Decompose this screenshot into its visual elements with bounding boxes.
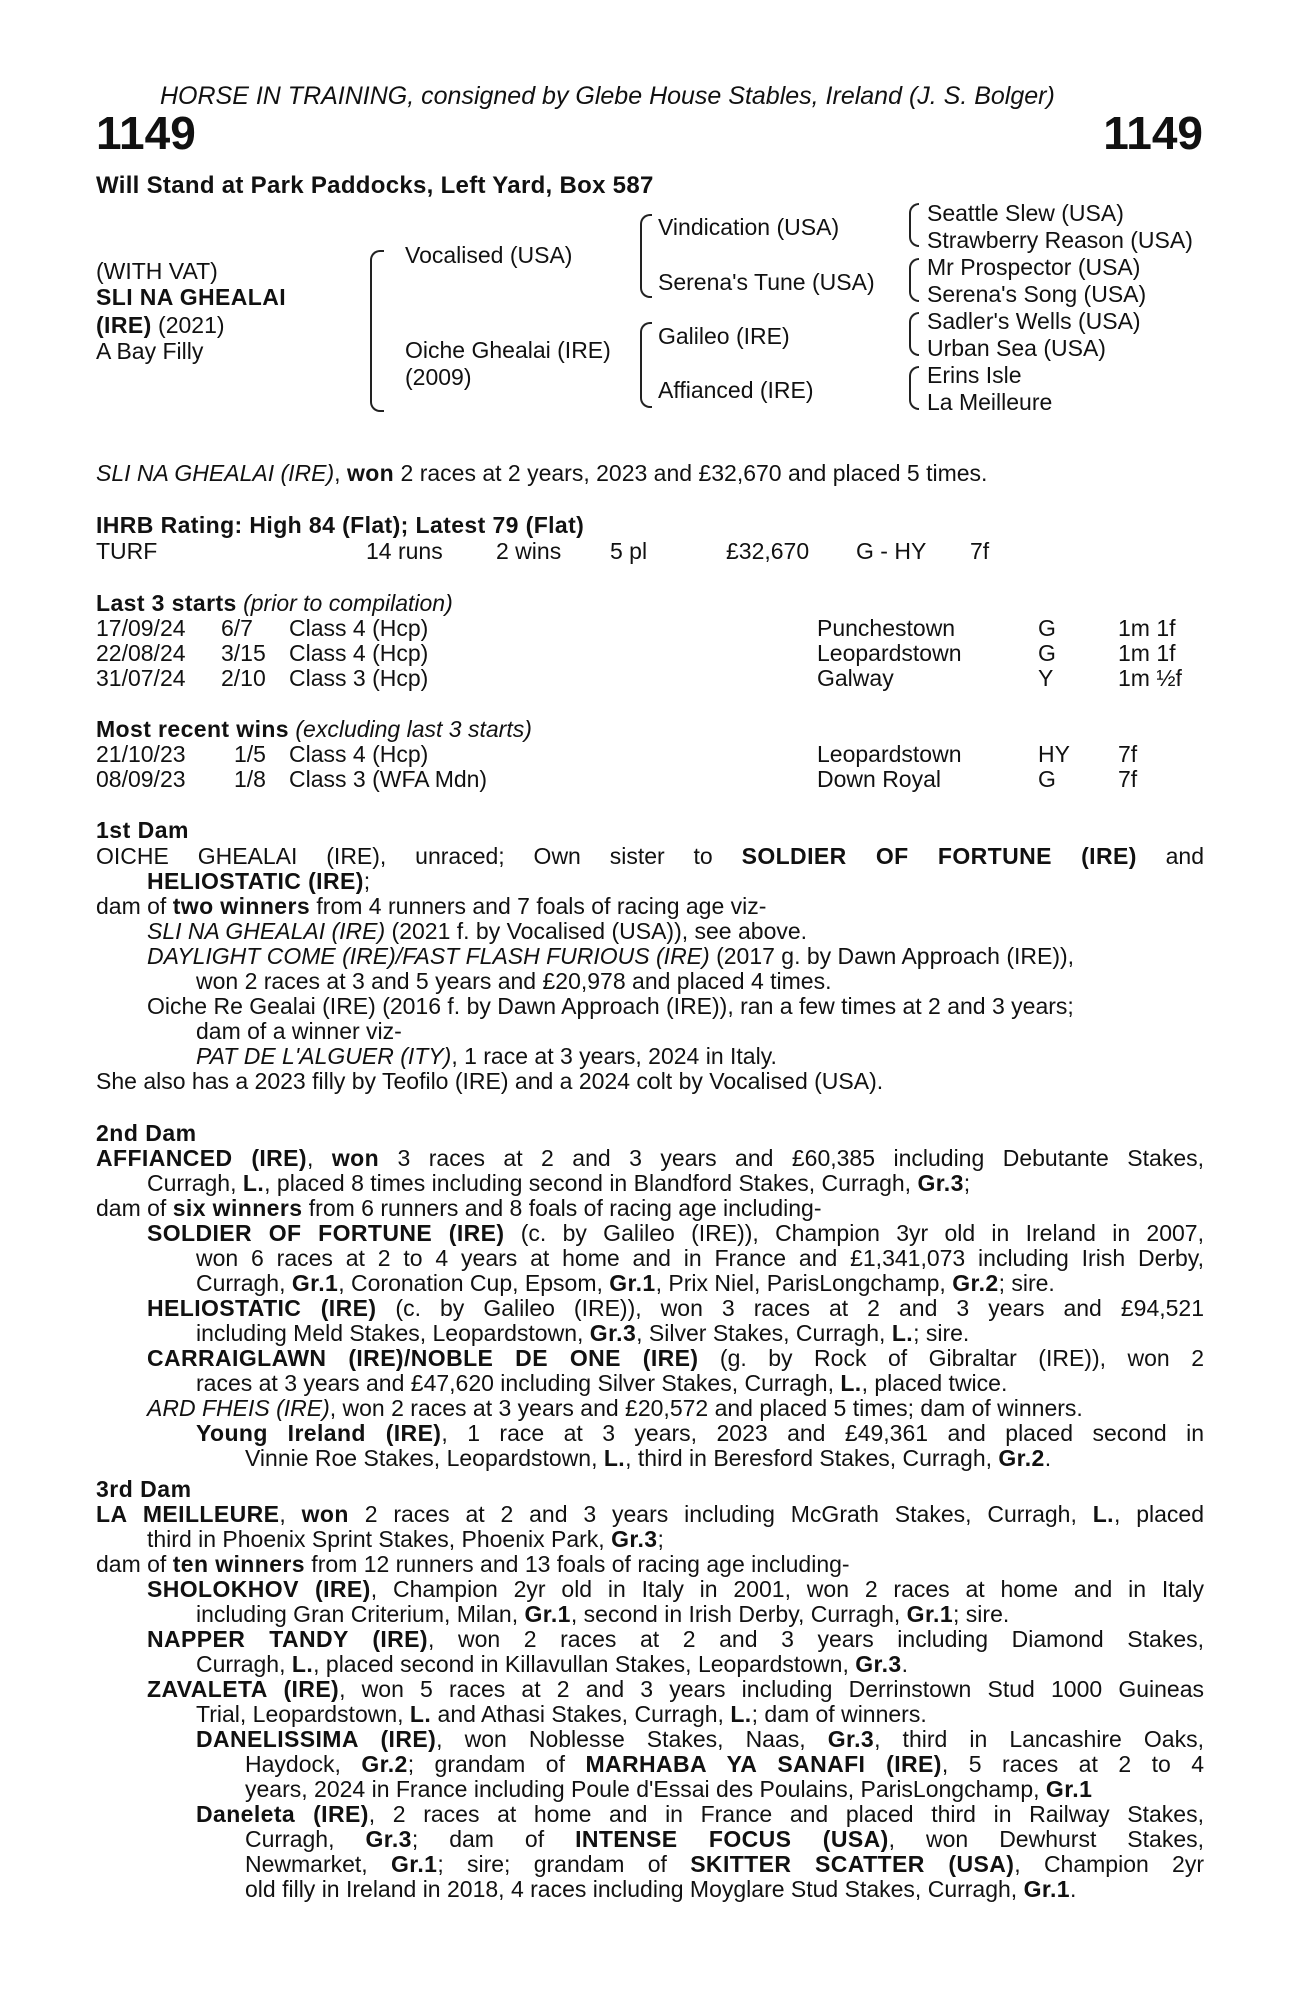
horse-country-year [96,312,225,339]
start-position: 2/10 [221,665,266,691]
table-row [96,640,1196,666]
sire-name: Vocalised (USA) [405,242,573,268]
third-dam-line [245,1826,1204,1853]
third-dam-line [196,1701,927,1728]
grade: Gr.3 [611,1526,658,1552]
text: (g. by Rock of Gibraltar (IRE)), won 2 [698,1345,1204,1371]
first-dam-line [147,918,807,945]
rating-placed: 5 pl [610,538,648,564]
grade: L. [603,1445,626,1471]
horse-ref: AFFIANCED (IRE) [96,1145,307,1171]
pedigree-brace-main [370,250,384,412]
first-dam-line [196,1043,777,1070]
third-dam-line [196,1601,1009,1628]
sire-sire: Vindication (USA) [658,214,840,240]
pedigree-brace-g3-1 [909,203,919,247]
win-distance: 7f [1118,741,1138,767]
third-dam-line [245,1751,1204,1778]
second-dam-line [147,1170,970,1197]
text: from 4 runners and 7 foals of racing age viz- [310,893,767,919]
win-position: 1/5 [234,741,266,767]
text: Curragh, [196,1270,292,1296]
text: OICHE GHEALAI (IRE), unraced; Own sister to [96,843,742,869]
first-dam-line: dam of a winner viz- [196,1018,402,1044]
text: from 6 runners and 8 foals of racing age including- [302,1195,822,1221]
text: dam of [96,893,173,919]
text: and Athasi Stakes, Curragh, [431,1701,731,1727]
horse-ref: DAYLIGHT COME (IRE)/FAST FLASH FURIOUS (IRE) [147,943,710,969]
gen3-entry: Sadler's Wells (USA) [927,308,1141,334]
rating-heading: IHRB Rating: High 84 (Flat); Latest 79 (Flat) [96,512,585,538]
racing-summary: SLI NA GHEALAI (IRE), won 2 races at 2 years, 2023 and £32,670 and placed 5 times. [96,460,988,486]
text: from 12 runners and 13 foals of racing age including- [304,1551,850,1577]
horse-ref: HELIOSTATIC (IRE) [147,868,364,894]
grade: Gr.3 [855,1651,902,1677]
third-dam-line [147,1626,1204,1653]
sire-dam: Serena's Tune (USA) [658,269,875,295]
gen3-entry: Seattle Slew (USA) [927,200,1124,226]
horse-name: SLI NA GHEALAI [96,284,287,310]
start-distance: 1m 1f [1118,640,1176,666]
grade: Gr.1 [609,1270,656,1296]
text: third in Phoenix Sprint Stakes, Phoenix Park, [147,1526,612,1552]
horse-ref: SKITTER SCATTER (USA) [690,1851,1015,1877]
grade: L. [1092,1501,1114,1527]
rating-runs: 14 runs [366,538,443,564]
text: won [301,1501,349,1527]
win-date: 21/10/23 [96,741,186,767]
second-dam-heading: 2nd Dam [96,1120,197,1146]
second-dam-line: won 6 races at 2 to 4 years at home and in France and £1,341,073 including Irish Derby, [196,1245,1204,1271]
text: (2021 f. by Vocalised (USA)), see above. [385,918,808,944]
text: Trial, Leopardstown, [196,1701,410,1727]
start-date: 17/09/24 [96,615,186,641]
grade: Gr.2 [361,1751,408,1777]
rating-surface: TURF [96,538,158,564]
rating-distance: 7f [970,538,990,564]
text: , [279,1501,302,1527]
summary-text: 2 races at 2 years, 2023 and £32,670 and placed 5 times. [394,460,988,486]
second-dam-line [245,1445,1051,1472]
second-dam-line [147,1395,1083,1422]
text: , placed 8 times including second in Blandford Stakes, Curragh, [264,1170,918,1196]
horse-ref: Daneleta (IRE) [196,1801,369,1827]
text: , won Dewhurst Stakes, [888,1826,1205,1852]
text: including Gran Criterium, Milan, [196,1601,525,1627]
start-distance: 1m ½f [1118,665,1182,691]
text: dam of [96,1195,173,1221]
text: ; dam of [411,1826,576,1852]
horse-ref: INTENSE FOCUS (USA) [575,1826,889,1852]
second-dam-line [96,1145,1204,1172]
text: ; [963,1170,971,1196]
start-course: Leopardstown [817,640,962,666]
horse-ref: ARD FHEIS (IRE) [147,1395,330,1421]
grade: Gr.2 [952,1270,999,1296]
horse-ref: NAPPER TANDY (IRE) [147,1626,428,1652]
start-going: G [1038,640,1056,666]
text: (c. by Galileo (IRE)), won 3 races at 2 and 3 years and £94,521 [376,1295,1204,1321]
rating-row [96,538,1196,564]
first-dam-line [96,893,766,920]
start-position: 6/7 [221,615,253,641]
text: , placed [1113,1501,1205,1527]
consignment-line: HORSE IN TRAINING, consigned by Glebe House Stables, Ireland (J. S. Bolger) [160,82,1055,110]
rating-wins: 2 wins [496,538,562,564]
first-dam-line [96,843,1204,870]
dam-sire: Galileo (IRE) [658,323,790,349]
first-dam-line [147,868,370,895]
grade: L. [891,1320,914,1346]
horse-description: A Bay Filly [96,338,204,364]
last-starts-heading [96,590,453,617]
grade: L. [242,1170,265,1196]
table-row [96,665,1196,691]
start-date: 22/08/24 [96,640,186,666]
text: . [1044,1445,1052,1471]
win-course: Down Royal [817,766,941,792]
text: ; sire. [998,1270,1055,1296]
third-dam-line [196,1801,1204,1828]
third-dam-line [245,1876,1076,1903]
text: ; [363,868,371,894]
start-going: Y [1038,665,1054,691]
text: , won 2 races at 3 years and £20,572 and placed 5 times; dam of winners. [329,1395,1083,1421]
text: , 1 race at 3 years, 2024 in Italy. [451,1043,777,1069]
text: (c. by Galileo (IRE)), Champion 3yr old in Ireland in 2007, [504,1220,1204,1246]
horse-ref: DANELISSIMA (IRE) [196,1726,437,1752]
third-dam-line [245,1851,1204,1878]
first-dam-line: won 2 races at 3 and 5 years and £20,978 and placed 4 times. [196,968,832,994]
text: , placed twice. [861,1370,1008,1396]
horse-ref: LA MEILLEURE [96,1501,280,1527]
text: ; sire. [953,1601,1010,1627]
text: Curragh, [245,1826,366,1852]
horse-ref: SOLDIER OF FORTUNE (IRE) [741,843,1137,869]
text: 2 races at 2 and 3 years including McGrath Stakes, Curragh, [348,1501,1093,1527]
grade: L. [840,1370,862,1396]
start-going: G [1038,615,1056,641]
gen3-entry: Mr Prospector (USA) [927,254,1141,280]
second-dam-line [196,1370,1007,1397]
second-dam-line [196,1270,1055,1297]
text: Newmarket, [245,1851,391,1877]
text: including Meld Stakes, Leopardstown, [196,1320,590,1346]
dam-dam: Affianced (IRE) [658,377,814,403]
gen3-entry: La Meilleure [927,389,1053,415]
horse-year: (2021) [151,312,225,338]
text: ; sire; grandam of [437,1851,691,1877]
text: dam of [96,1551,173,1577]
text: , placed second in Killavullan Stakes, Leopardstown, [313,1651,856,1677]
third-dam-line [147,1526,664,1553]
third-dam-line [147,1676,1204,1703]
win-course: Leopardstown [817,741,962,767]
horse-ref: SOLDIER OF FORTUNE (IRE) [147,1220,505,1246]
horse-ref: CARRAIGLAWN (IRE)/NOBLE DE ONE (IRE) [147,1345,699,1371]
text: , third in Lancashire Oaks, [874,1726,1204,1752]
third-dam-line [147,1576,1204,1603]
win-going: G [1038,766,1056,792]
horse-ref: SHOLOKHOV (IRE) [147,1576,371,1602]
win-date: 08/09/23 [96,766,186,792]
third-dam-line [196,1651,908,1678]
last-starts-note: (prior to compilation) [236,590,453,616]
text: , Coronation Cup, Epsom, [338,1270,610,1296]
text: old filly in Ireland in 2018, 4 races including Moyglare Stud Stakes, Curragh, [245,1876,1024,1902]
text: , 2 races at home and in France and placed third in Railway Stakes, [368,1801,1204,1827]
gen3-entry: Urban Sea (USA) [927,335,1106,361]
rating-going: G - HY [856,538,927,564]
text: won [331,1145,380,1171]
grade: Gr.3 [827,1726,875,1752]
table-row [96,615,1196,641]
start-race: Class 4 (Hcp) [289,615,429,641]
grade: Gr.3 [589,1320,637,1346]
first-dam-line: Oiche Re Gealai (IRE) (2016 f. by Dawn Approach (IRE)), ran a few times at 2 and 3 years; [147,993,1074,1019]
horse-ref: HELIOSTATIC (IRE) [147,1295,377,1321]
gen3-entry: Serena's Song (USA) [927,281,1147,307]
text: . [1069,1876,1077,1902]
dam-name: Oiche Ghealai (IRE) [405,337,611,363]
start-race: Class 3 (Hcp) [289,665,429,691]
gen3-entry: Erins Isle [927,362,1022,388]
horse-ref: PAT DE L'ALGUER (ITY) [196,1043,452,1069]
text: years, 2024 in France including Poule d'Essai des Poulains, ParisLongchamp, [245,1776,1046,1802]
text: , Champion 2yr [1014,1851,1205,1877]
summary-horse-name: SLI NA GHEALAI (IRE) [96,460,335,486]
grade: L. [291,1651,314,1677]
text: ; grandam of [407,1751,586,1777]
first-dam-heading: 1st Dam [96,817,189,843]
text: 3 races at 2 and 3 years and £60,385 including Debutante Stakes, [379,1145,1204,1171]
start-course: Punchestown [817,615,956,641]
second-dam-line [147,1295,1204,1322]
second-dam-line [147,1220,1204,1247]
text: , 5 races at 2 to 4 [941,1751,1205,1777]
text: Vinnie Roe Stakes, Leopardstown, [245,1445,604,1471]
third-dam-line [96,1551,850,1578]
pedigree-brace-g3-4 [909,366,919,410]
second-dam-line [96,1195,821,1222]
start-date: 31/07/24 [96,665,186,691]
text: Curragh, [147,1170,243,1196]
grade: Gr.3 [365,1826,412,1852]
rating-earnings: £32,670 [726,538,810,564]
start-course: Galway [817,665,894,691]
pedigree-brace-g3-3 [909,312,919,356]
win-going: HY [1038,741,1070,767]
win-distance: 7f [1118,766,1138,792]
text: , 1 race at 3 years, 2023 and £49,361 and placed second in [441,1420,1204,1446]
grade: Gr.3 [917,1170,964,1196]
lot-number-left: 1149 [96,107,196,159]
pedigree-brace-sire [640,214,652,298]
start-distance: 1m 1f [1118,615,1176,641]
win-race: Class 4 (Hcp) [289,741,429,767]
text: , Silver Stakes, Curragh, [636,1320,892,1346]
text: , won Noblesse Stakes, Naas, [436,1726,828,1752]
recent-wins-note: (excluding last 3 starts) [289,716,532,742]
stand-location: Will Stand at Park Paddocks, Left Yard, Box 587 [96,172,654,199]
text: races at 3 years and £47,620 including Silver Stakes, Curragh, [196,1370,841,1396]
text: , Prix Niel, ParisLongchamp, [655,1270,953,1296]
text: (2017 g. by Dawn Approach (IRE)), [709,943,1075,969]
first-dam-line: She also has a 2023 filly by Teofilo (IRE) and a 2024 colt by Vocalised (USA). [96,1068,884,1094]
text: , third in Beresford Stakes, Curragh, [625,1445,999,1471]
win-position: 1/8 [234,766,266,792]
text: , second in Irish Derby, Curragh, [570,1601,907,1627]
winner-count: six winners [172,1195,303,1221]
text: ; sire. [913,1320,970,1346]
horse-ref: ZAVALETA (IRE) [147,1676,340,1702]
horse-ref: Young Ireland (IRE) [196,1420,442,1446]
horse-ref: MARHABA YA SANAFI (IRE) [585,1751,942,1777]
recent-wins-title: Most recent wins [96,716,289,742]
pedigree-brace-dam [640,322,652,408]
grade: Gr.1 [1045,1776,1093,1802]
grade: Gr.2 [998,1445,1045,1471]
second-dam-line [147,1345,1204,1372]
first-dam-line [147,943,1074,970]
third-dam-line [96,1501,1204,1528]
start-position: 3/15 [221,640,266,666]
text: Curragh, [196,1651,292,1677]
start-race: Class 4 (Hcp) [289,640,429,666]
vat-note: (WITH VAT) [96,258,218,284]
gen3-entry: Strawberry Reason (USA) [927,227,1193,253]
second-dam-line [196,1420,1204,1447]
text: , [307,1145,332,1171]
horse-country: (IRE) [96,312,152,338]
text: ; [657,1526,664,1552]
last-starts-title: Last 3 starts [96,590,237,616]
grade: L. [409,1701,432,1727]
text: and [1136,843,1205,869]
recent-wins-heading [96,716,532,743]
grade: Gr.1 [291,1270,339,1296]
grade: Gr.1 [906,1601,954,1627]
grade: Gr.1 [524,1601,571,1627]
pedigree-brace-g3-2 [909,258,919,302]
horse-ref: SLI NA GHEALAI (IRE) [147,918,386,944]
winner-count: ten winners [172,1551,305,1577]
summary-won: won [346,460,395,486]
text: . [901,1651,908,1677]
grade: Gr.1 [390,1851,438,1877]
text: ; dam of winners. [751,1701,927,1727]
third-dam-heading: 3rd Dam [96,1476,192,1502]
third-dam-line [196,1726,1204,1753]
text: , Champion 2yr old in Italy in 2001, won 2 races at home and in Italy [370,1576,1205,1602]
win-race: Class 3 (WFA Mdn) [289,766,488,792]
grade: Gr.1 [1023,1876,1070,1902]
dam-year: (2009) [405,364,472,390]
grade: L. [730,1701,752,1727]
table-row [96,741,1196,767]
text: Haydock, [245,1751,362,1777]
lot-number-right: 1149 [1103,107,1203,159]
text: , won 2 races at 2 and 3 years including Diamond Stakes, [428,1626,1205,1652]
winner-count: two winners [172,893,311,919]
third-dam-line [245,1776,1092,1803]
table-row [96,766,1196,792]
second-dam-line [196,1320,969,1347]
text: , won 5 races at 2 and 3 years including Derrinstown Stud 1000 Guineas [339,1676,1204,1702]
